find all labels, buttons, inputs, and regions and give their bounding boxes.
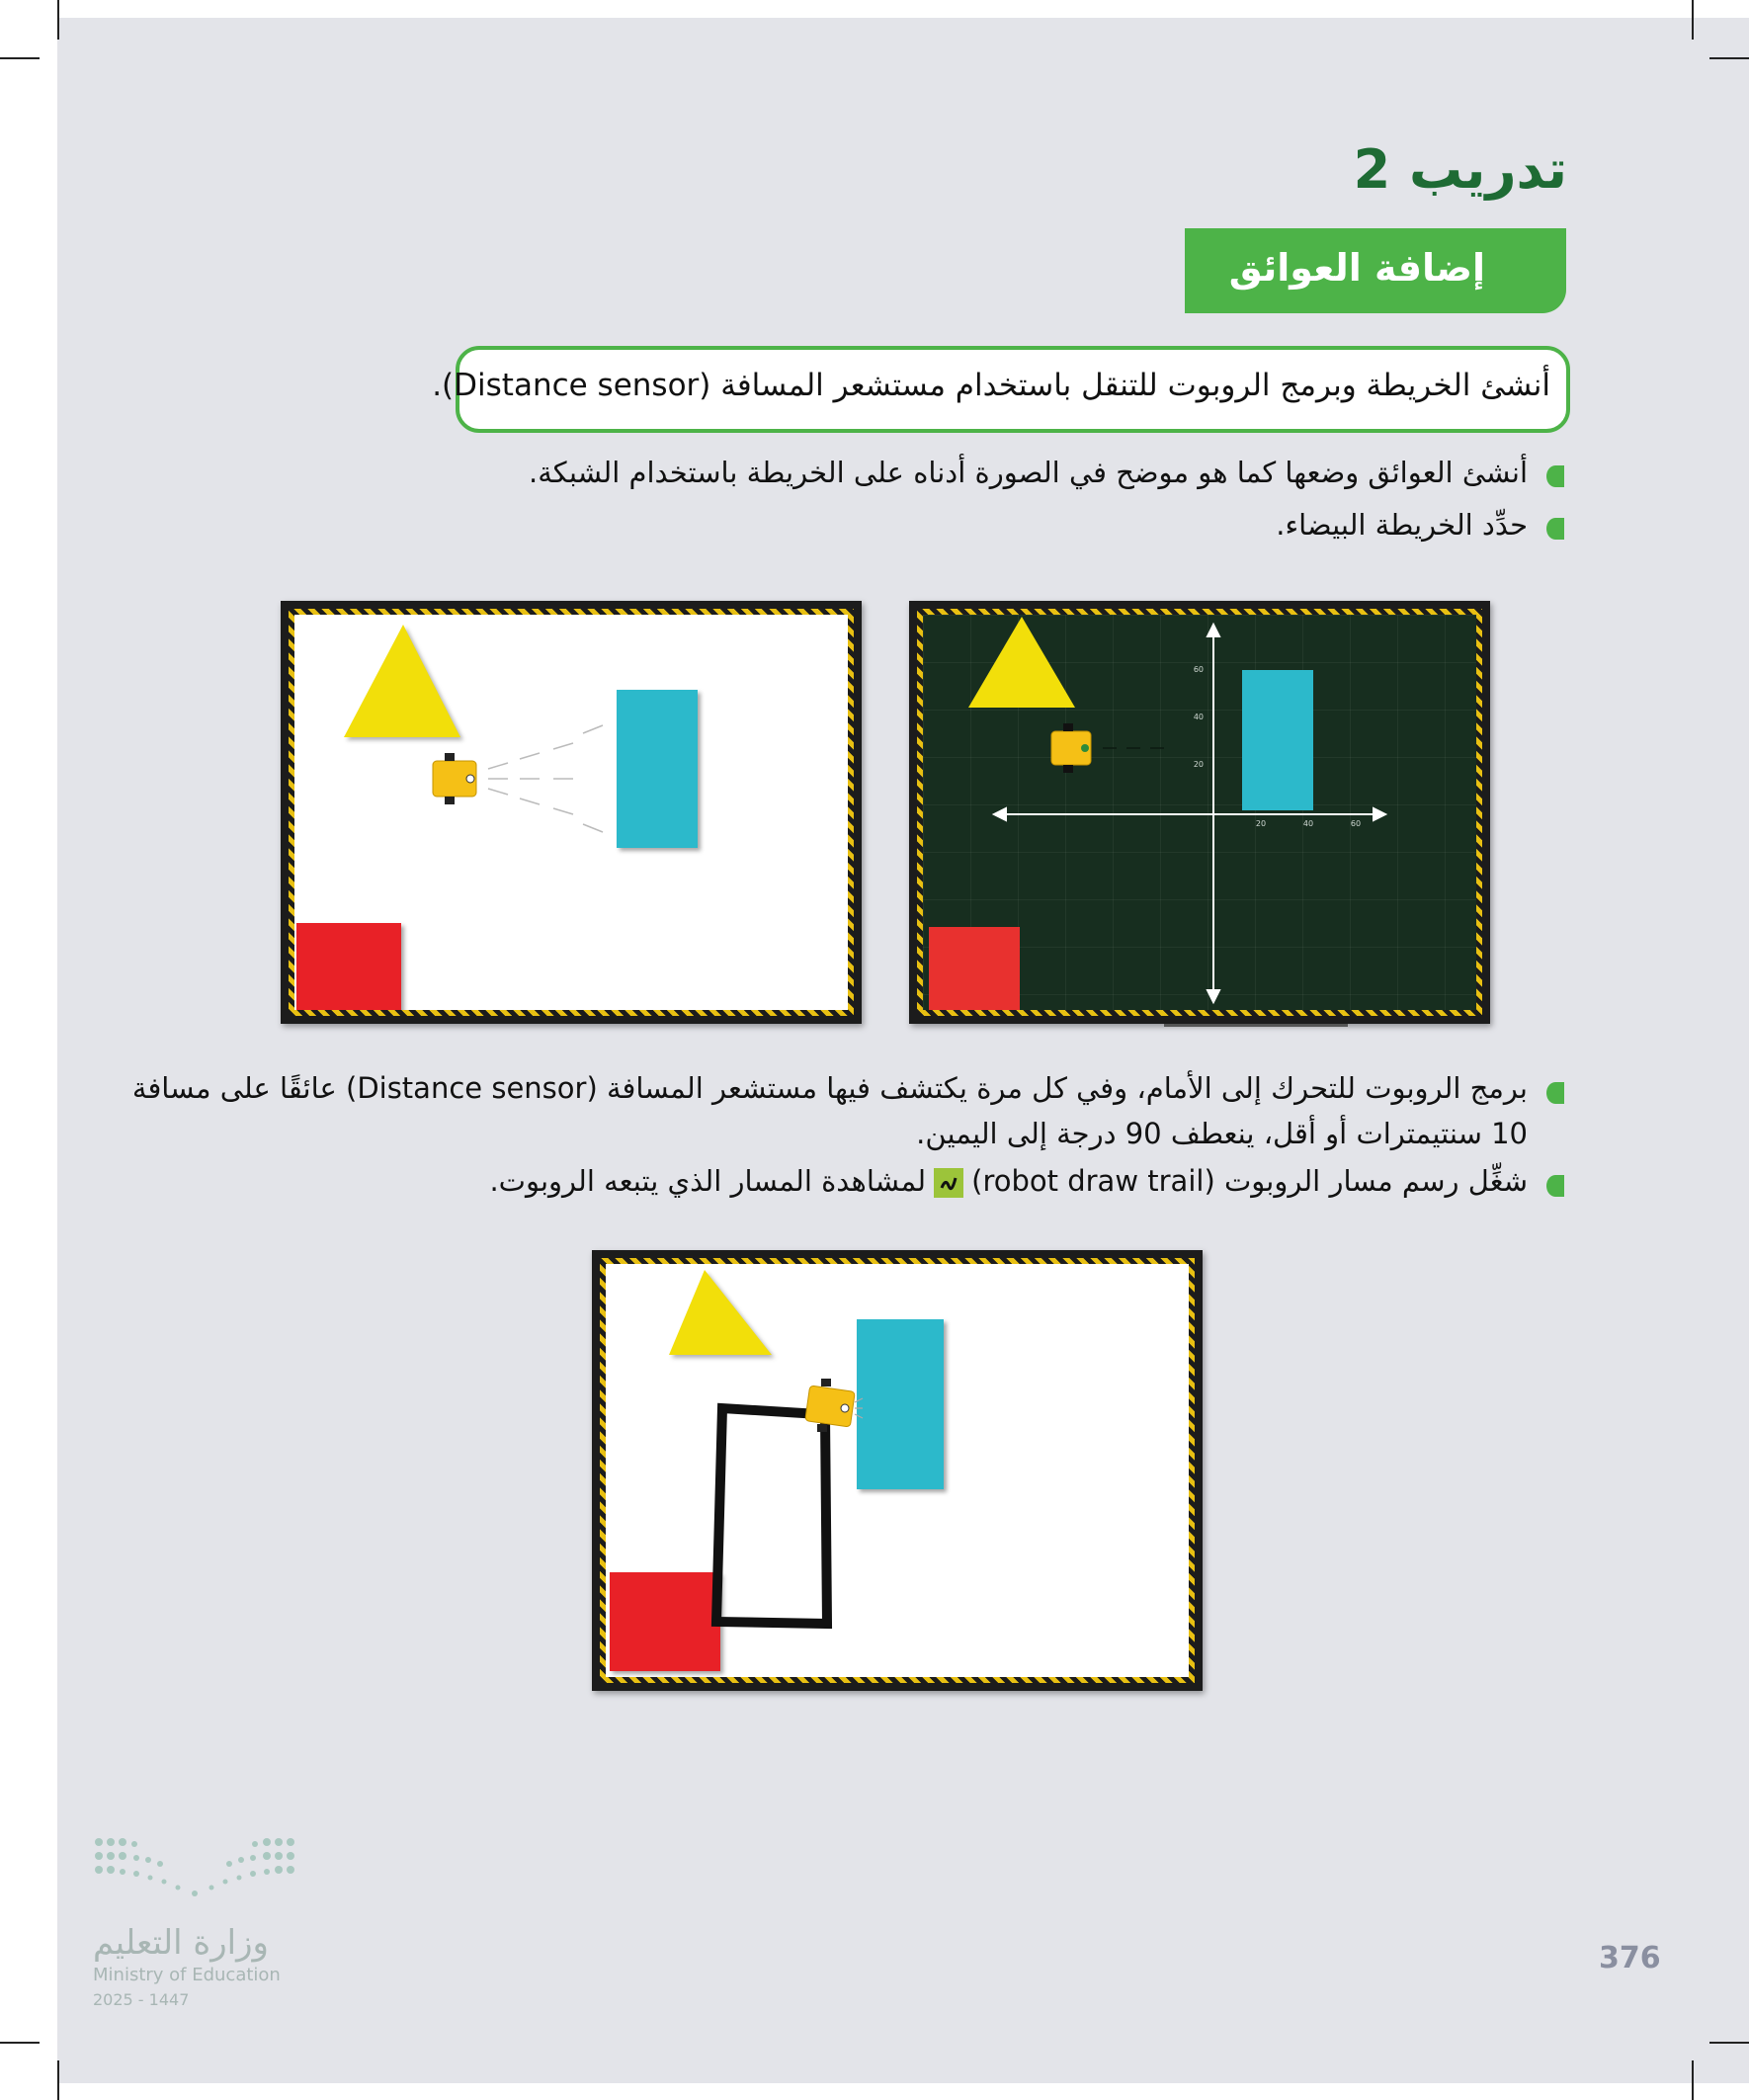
bullet-text-part: لمشاهدة المسار الذي يتبعه الروبوت. — [489, 1164, 927, 1198]
robot — [805, 1379, 856, 1432]
trail-map-figure — [592, 1250, 1203, 1691]
robot-sensor — [841, 1404, 849, 1412]
page-title: تدريب 2 — [1353, 138, 1567, 201]
ministry-year: 2025 - 1447 — [93, 1990, 190, 2009]
grid-map-figure — [909, 601, 1490, 1024]
page — [57, 18, 1749, 2083]
x-tick-label: 40 — [1302, 819, 1314, 828]
bullet-text: برمج الروبوت للتحرك إلى الأمام، وفي كل مرة يكتشف فيها مستشعر المسافة (Distance sensor) عائقًا على مسافة — [131, 1071, 1528, 1105]
section-banner — [1185, 228, 1566, 313]
bullet-marker — [1546, 1175, 1564, 1197]
robot-sensor — [1081, 744, 1089, 752]
robot — [1051, 723, 1091, 773]
robot-wheel — [821, 1379, 831, 1386]
crop-mark — [1709, 57, 1749, 59]
crop-mark — [57, 0, 59, 40]
x-tick-label: 20 — [1255, 819, 1267, 828]
red-square — [610, 1572, 720, 1671]
ministry-logo-dots — [93, 1834, 300, 1903]
white-map-svg — [294, 615, 848, 1010]
white-map-area — [294, 615, 848, 1010]
yellow-triangle — [669, 1270, 772, 1355]
crop-mark — [1709, 2042, 1749, 2044]
cyan-rectangle — [1242, 670, 1313, 810]
x-tick-label: 60 — [1350, 819, 1362, 828]
page-number: 376 — [1599, 1941, 1661, 1975]
logo-dots-group — [95, 1838, 294, 1896]
bullet-marker — [1546, 518, 1564, 540]
bullet-marker — [1546, 465, 1564, 487]
robot-trail — [716, 1408, 827, 1624]
task-text: أنشئ الخريطة وبرمج الروبوت للتنقل باستخدام مستشعر المسافة (Distance sensor). — [432, 368, 1550, 403]
robot-wheel — [1063, 723, 1073, 731]
robot-sensor — [466, 775, 474, 783]
cyan-rectangle — [617, 690, 698, 848]
crop-mark — [57, 2060, 59, 2100]
robot-wheel — [817, 1424, 827, 1432]
bullet-text: أنشئ العوائق وضعها كما هو موضح في الصورة أدناه على الخريطة باستخدام الشبكة. — [529, 456, 1528, 489]
crop-mark — [1692, 0, 1694, 40]
crop-mark — [0, 2042, 40, 2044]
y-tick-label: 60 — [1193, 665, 1204, 674]
sensor-beams — [488, 725, 603, 832]
robot-wheel — [445, 753, 455, 761]
grid-map-area — [923, 615, 1476, 1010]
red-square — [296, 923, 401, 1010]
trail-map-area — [606, 1264, 1189, 1677]
robot-wheel — [445, 797, 455, 804]
section-banner-label: إضافة العوائق — [1228, 246, 1485, 290]
white-map-figure — [281, 601, 862, 1024]
bullet-text-part: شغِّل رسم مسار الروبوت (robot draw trail) — [971, 1164, 1528, 1198]
yellow-triangle — [968, 617, 1075, 708]
caption-underline — [1164, 1024, 1348, 1027]
bullet-text-trail — [489, 1164, 1528, 1198]
crop-mark — [0, 57, 40, 59]
y-tick-label: 40 — [1193, 713, 1204, 721]
grid-map-svg — [923, 615, 1476, 1010]
robot-wheel — [1063, 765, 1073, 773]
bullet-marker — [1546, 1082, 1564, 1104]
trail-map-svg — [606, 1264, 1189, 1677]
yellow-triangle — [344, 625, 460, 737]
robot-draw-trail-icon — [934, 1168, 963, 1198]
cyan-rectangle — [857, 1319, 944, 1489]
robot — [433, 753, 476, 804]
ministry-name-en: Ministry of Education — [93, 1965, 281, 1985]
task-box — [432, 346, 1570, 433]
bullet-text: 10 سنتيمترات أو أقل، ينعطف 90 درجة إلى اليمين. — [916, 1117, 1528, 1150]
ministry-name-ar: وزارة التعليم — [93, 1923, 269, 1963]
red-square — [929, 927, 1020, 1010]
bullet-text: حدِّد الخريطة البيضاء. — [1276, 508, 1528, 542]
crop-mark — [1692, 2060, 1694, 2100]
y-tick-label: 20 — [1193, 760, 1204, 769]
